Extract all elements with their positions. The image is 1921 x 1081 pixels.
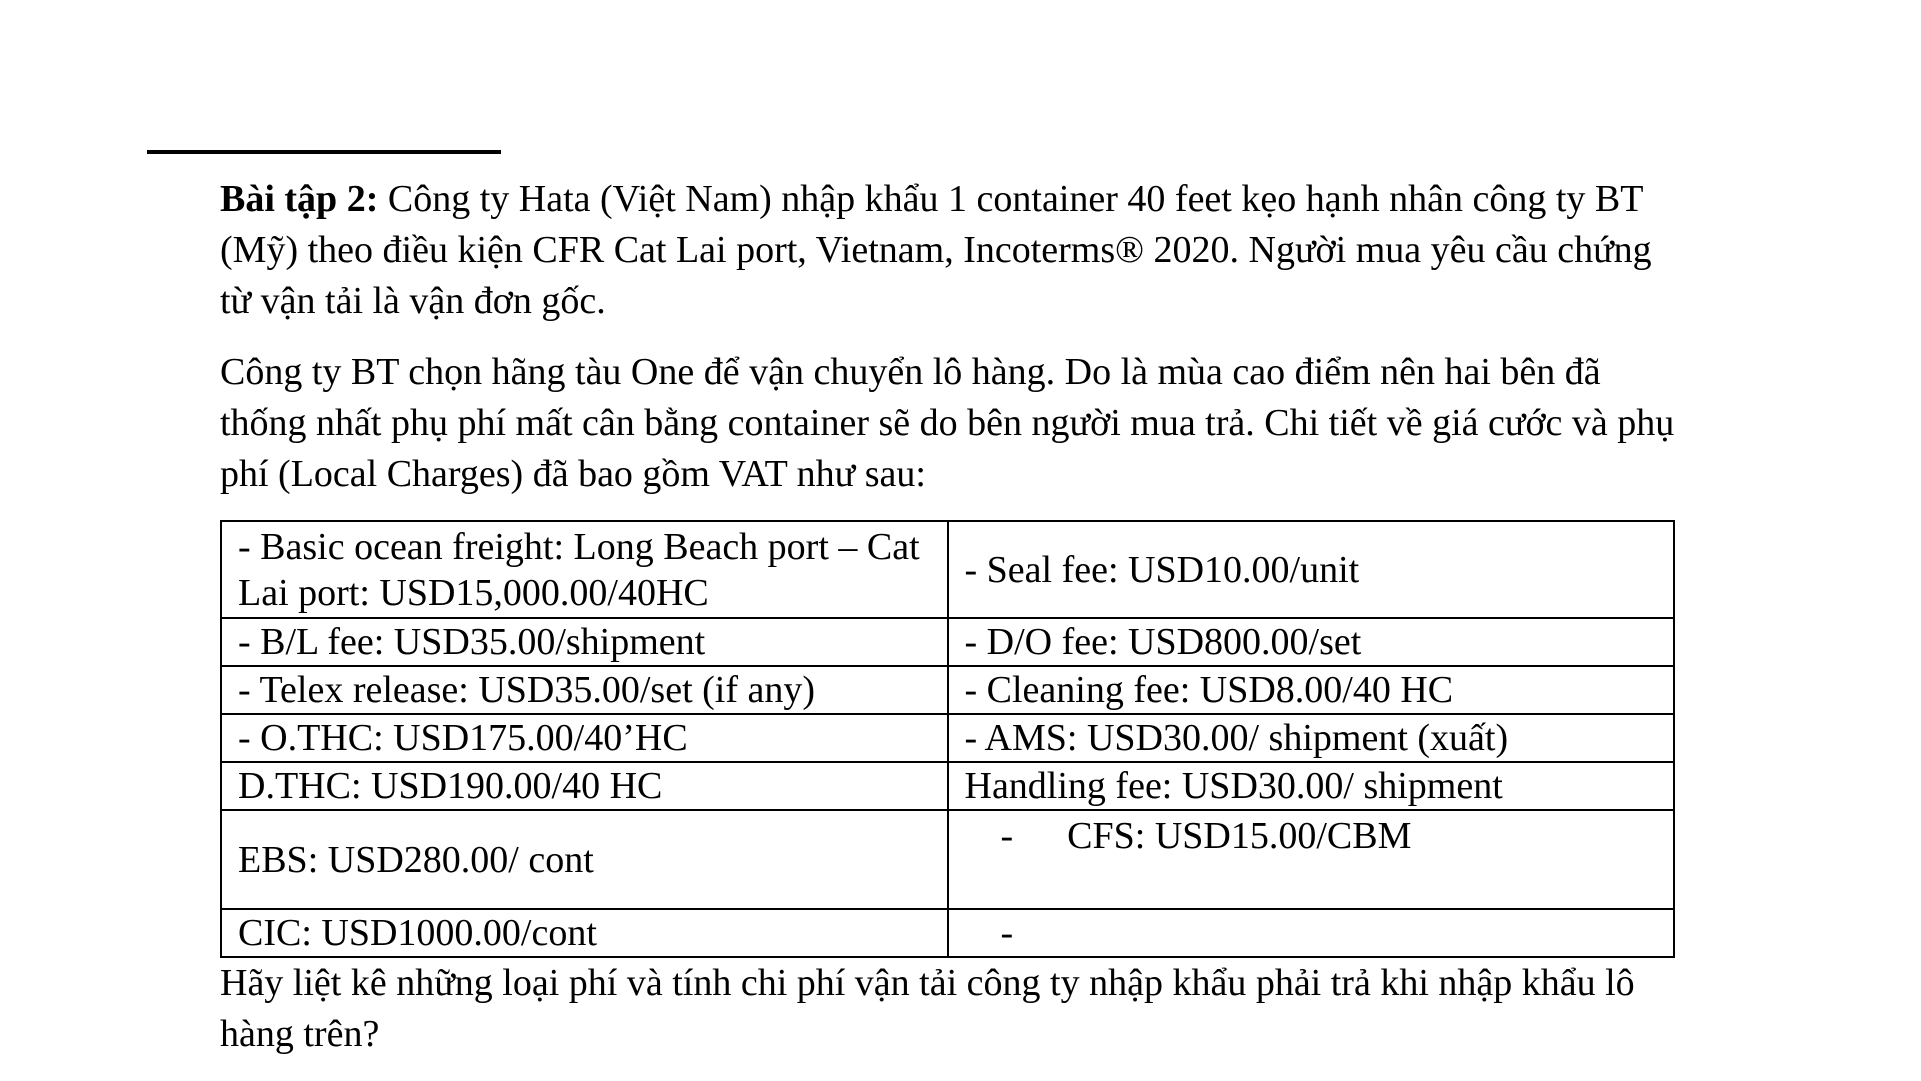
fee-cell: - D/O fee: USD800.00/set xyxy=(948,618,1675,666)
fee-cell: Handling fee: USD30.00/ shipment xyxy=(948,762,1675,810)
exercise-intro-text: Công ty Hata (Việt Nam) nhập khẩu 1 container 40 feet kẹo hạnh nhân công ty BT (Mỹ) theo điều kiện CFR Cat Lai port, Vietnam, Incoterms® 2020. Người mua yêu cầu chứng từ vận tải là vận đơn gốc. xyxy=(220,178,1652,322)
footnote-separator-line xyxy=(147,150,501,154)
table-row xyxy=(221,810,1674,909)
fee-cell-bulleted xyxy=(948,909,1675,957)
table-row xyxy=(221,521,1674,618)
fees-table xyxy=(220,520,1675,958)
fee-cell: - Seal fee: USD10.00/unit xyxy=(948,521,1675,618)
table-row xyxy=(221,909,1674,957)
list-bullet: - xyxy=(1000,912,1014,954)
table-row xyxy=(221,618,1674,666)
table-row xyxy=(221,714,1674,762)
fee-cell: - Basic ocean freight: Long Beach port – Cat Lai port: USD15,000.00/40HC xyxy=(221,521,948,618)
exercise-content xyxy=(220,174,1680,1060)
fee-cell: CIC: USD1000.00/cont xyxy=(221,909,948,957)
exercise-intro-paragraph xyxy=(220,174,1680,327)
fee-cell: - Telex release: USD35.00/set (if any) xyxy=(221,666,948,714)
table-row xyxy=(221,666,1674,714)
exercise-heading: Bài tập 2: xyxy=(220,178,379,220)
fee-cell: EBS: USD280.00/ cont xyxy=(221,810,948,909)
list-bullet: - xyxy=(1000,815,1014,857)
fee-cell-text: CFS: USD15.00/CBM xyxy=(1067,815,1412,857)
fee-cell: - B/L fee: USD35.00/shipment xyxy=(221,618,948,666)
exercise-paragraph-2: Công ty BT chọn hãng tàu One để vận chuyển lô hàng. Do là mùa cao điểm nên hai bên đã thống nhất phụ phí mất cân bằng container sẽ do bên người mua trả. Chi tiết về giá cước và phụ phí (Local Charges) đã bao gồm VAT như sau: xyxy=(220,351,1675,495)
exercise-question: Hãy liệt kê những loại phí và tính chi phí vận tải công ty nhập khẩu phải trả khi nhập khẩu lô hàng trên? xyxy=(220,962,1635,1055)
fee-cell: D.THC: USD190.00/40 HC xyxy=(221,762,948,810)
fee-cell: - O.THC: USD175.00/40’HC xyxy=(221,714,948,762)
fee-cell-bulleted xyxy=(948,810,1675,909)
table-row xyxy=(221,762,1674,810)
fee-cell: - Cleaning fee: USD8.00/40 HC xyxy=(948,666,1675,714)
fee-cell: - AMS: USD30.00/ shipment (xuất) xyxy=(948,714,1675,762)
